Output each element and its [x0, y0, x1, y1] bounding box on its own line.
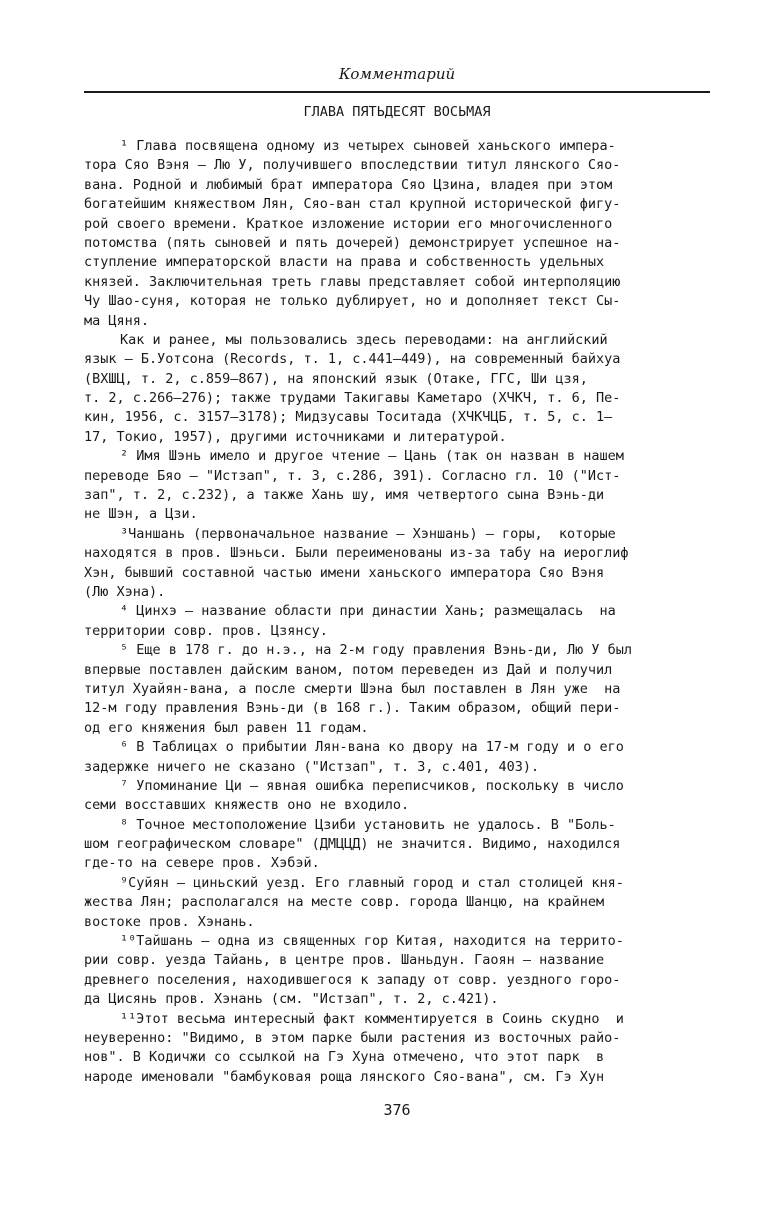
commentary-body	[84, 137, 714, 1087]
text-line: Хэн, бывший составной частью имени ханьского императора Сяо Вэня	[84, 564, 605, 581]
text-line: потомства (пять сыновей и пять дочерей) демонстрирует успешное на-	[84, 234, 621, 251]
text-line: т. 2, с.266—276); также трудами Такигавы Каметаро (ХЧКЧ, т. 6, Пе-	[84, 390, 621, 407]
text-line: ³Чаншань (первоначальное название — Хэншань) — горы, которые	[120, 525, 616, 542]
text-line: народе именовали "бамбуковая роща лянского Сяо-вана", см. Гэ Хун	[84, 1068, 605, 1085]
text-line: территории совр. пров. Цзянсу.	[84, 622, 328, 639]
paragraph-note-11	[84, 1010, 714, 1088]
paragraph-note-9	[84, 874, 714, 932]
text-line: нов". В Кодичжи со ссылкой на Гэ Хуна отмечено, что этот парк в	[84, 1049, 605, 1066]
header-rule	[84, 91, 710, 93]
chapter-title: ГЛАВА ПЯТЬДЕСЯТ ВОСЬМАЯ	[303, 104, 491, 120]
paragraph-note-5	[84, 641, 714, 738]
text-line: ¹ Глава посвящена одному из четырех сыновей ханьского импера-	[120, 138, 616, 154]
paragraph-note-6	[84, 738, 714, 777]
text-line: ⁸ Точное местоположение Цзиби установить не удалось. В "Боль-	[120, 816, 616, 833]
paragraph-note-10	[84, 932, 714, 1010]
text-line: (ВХШЦ, т. 2, с.859—867), на японский язык (Отаке, ГГС, Ши цзя,	[84, 370, 588, 387]
running-header: Комментарий	[338, 65, 456, 83]
paragraph-note-2	[84, 447, 714, 525]
text-line: ма Цяня.	[84, 312, 150, 329]
paragraph-note-8	[84, 816, 714, 874]
text-line: тора Сяо Вэня — Лю У, получившего впоследствии титул лянского Сяо-	[84, 157, 621, 174]
text-line: впервые поставлен дайским ваном, потом переведен из Дай и получил	[84, 661, 613, 678]
text-line: древнего поселения, находившегося к западу от совр. уездного горо-	[84, 971, 621, 988]
text-line: Как и ранее, мы пользовались здесь переводами: на английский	[120, 331, 608, 348]
text-line: ступление императорской власти на права и собственность удельных	[84, 254, 605, 271]
text-line: ¹¹Этот весьма интересный факт комментируется в Соинь скудно и	[120, 1010, 624, 1027]
text-line: кин, 1956, с. 3157—3178); Мидзусавы Тоситада (ХЧКЧЦБ, т. 5, с. 1—	[84, 409, 613, 426]
text-line: не Шэн, а Цзи.	[84, 506, 198, 523]
paragraph-note-7	[84, 777, 714, 816]
text-line: рой своего времени. Краткое изложение истории его многочисленного	[84, 215, 613, 232]
text-line: ⁹Суйян — циньский уезд. Его главный город и стал столицей кня-	[120, 874, 624, 891]
paragraph-note-3	[84, 525, 714, 603]
text-line: ² Имя Шэнь имело и другое чтение — Цань (так он назван в нашем	[120, 448, 624, 465]
text-line: семи восставших княжеств оно не входило.	[84, 797, 410, 814]
text-line: ⁷ Упоминание Ци — явная ошибка переписчиков, поскольку в число	[120, 777, 624, 794]
text-line: шом географическом словаре" (ДМЦЦД) не значится. Видимо, находился	[84, 836, 621, 853]
text-line: (Лю Хэна).	[84, 583, 166, 600]
text-line: переводе Бяо — "Истзап", т. 3, с.286, 391). Согласно гл. 10 ("Ист-	[84, 467, 621, 484]
text-line: вана. Родной и любимый брат императора Сяо Цзина, владея при этом	[84, 176, 613, 193]
text-line: неуверенно: "Видимо, в этом парке были растения из восточных райо-	[84, 1029, 621, 1046]
page-number: 376	[383, 1101, 411, 1119]
text-line: 12-м году правления Вэнь-ди (в 168 г.). Таким образом, общий пери-	[84, 700, 621, 717]
paragraph-note-1	[84, 137, 714, 331]
text-line: ⁶ В Таблицах о прибытии Лян-вана ко двору на 17-м году и о его	[120, 739, 624, 756]
text-line: титул Хуайян-вана, а после смерти Шэна был поставлен в Лян уже на	[84, 680, 621, 697]
text-line: да Цисянь пров. Хэнань (см. "Истзап", т. 2, с.421).	[84, 991, 499, 1008]
text-line: язык — Б.Уотсона (Records, т. 1, с.441—449), на современный байхуа	[84, 351, 621, 368]
text-line: находятся в пров. Шэньси. Были переименованы из-за табу на иероглиф	[84, 545, 629, 562]
text-line: ¹⁰Тайшань — одна из священных гор Китая, находится на террито-	[120, 933, 624, 950]
text-line: рии совр. уезда Тайань, в центре пров. Шаньдун. Гаоян — название	[84, 952, 605, 969]
text-line: од его княжения был равен 11 годам.	[84, 719, 369, 736]
text-line: востоке пров. Хэнань.	[84, 913, 255, 930]
text-line: князей. Заключительная треть главы представляет собой интерполяцию	[84, 273, 621, 290]
text-line: ⁵ Еще в 178 г. до н.э., на 2-м году правления Вэнь-ди, Лю У был	[120, 642, 633, 659]
paragraph-sources	[84, 331, 714, 447]
text-line: зап", т. 2, с.232), а также Хань шу, имя четвертого сына Вэнь-ди	[84, 487, 605, 504]
text-line: Чу Шао-суня, которая не только дублирует, но и дополняет текст Сы-	[84, 293, 621, 310]
text-line: задержке ничего не сказано ("Истзап", т. 3, с.401, 403).	[84, 758, 540, 775]
text-line: богатейшим княжеством Лян, Сяо-ван стал крупной исторической фигу-	[84, 196, 621, 213]
text-line: где-то на севере пров. Хэбэй.	[84, 855, 320, 872]
text-line: ⁴ Цинхэ — название области при династии Хань; размещалась на	[120, 603, 616, 620]
text-line: 17, Токио, 1957), другими источниками и литературой.	[84, 428, 507, 445]
text-line: жества Лян; располагался на месте совр. города Шанцю, на крайнем	[84, 894, 605, 911]
paragraph-note-4	[84, 602, 714, 641]
